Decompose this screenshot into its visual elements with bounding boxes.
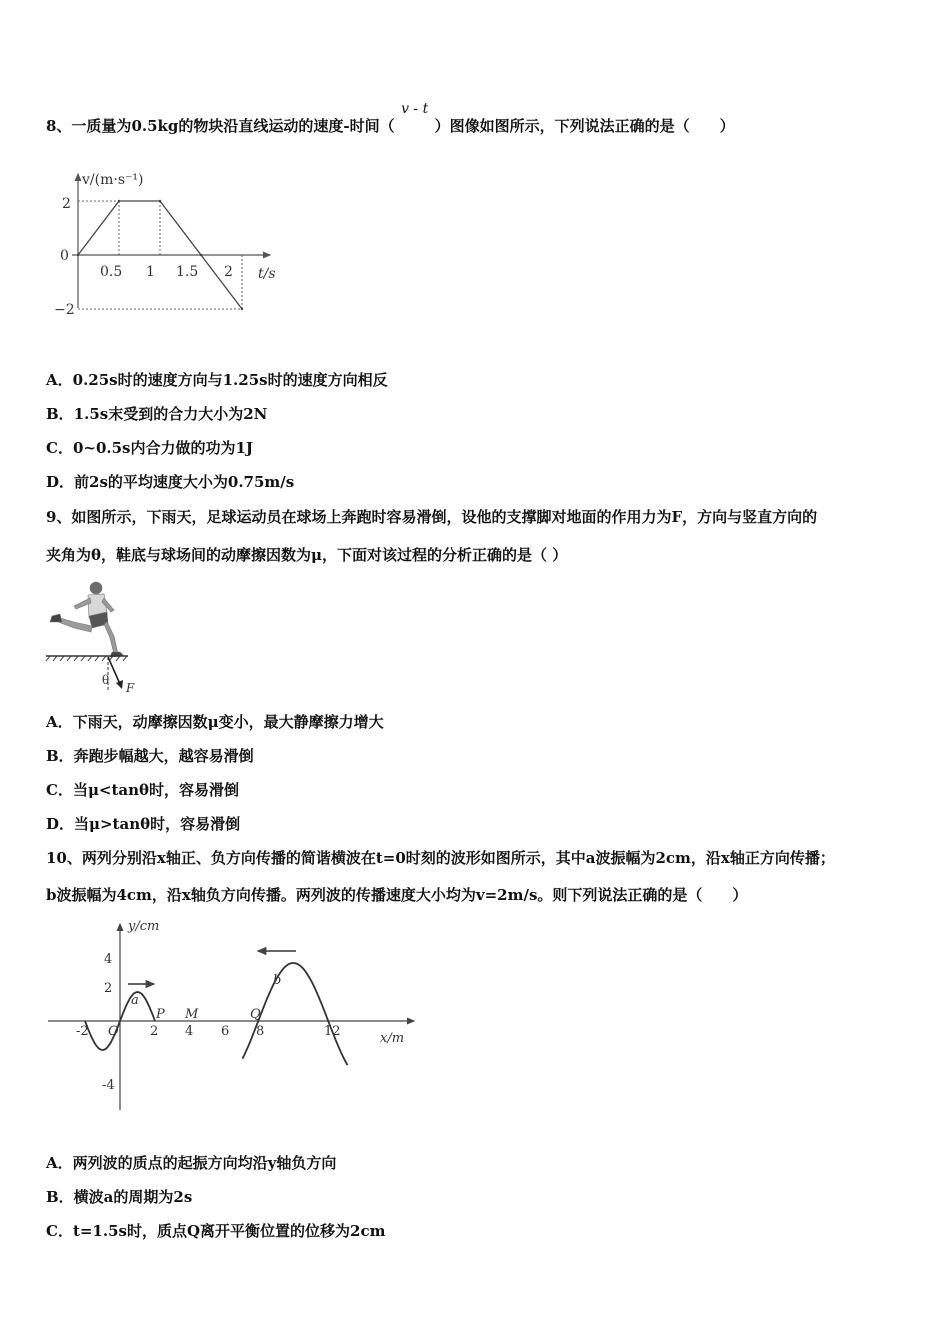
q9-stem-line2: 夹角为θ，鞋底与球场间的动摩擦因数为μ，下面对该过程的分析正确的是（ ） (46, 546, 568, 564)
q10-xtick-6: 6 (221, 1024, 230, 1039)
q10-stem-line2: b波振幅为4cm，沿x轴负方向传播。两列波的传播速度大小均为v=2m/s。则下列说法正确的是（ ） (46, 886, 748, 904)
wave-a-label: a (131, 993, 139, 1008)
q9-stem-line1: 9、如图所示，下雨天，足球运动员在球场上奔跑时容易滑倒，设他的支撑脚对地面的作用力为F，方向与竖直方向的 (46, 508, 818, 526)
q10-xtick-2: 2 (150, 1024, 159, 1039)
q10-wave-graph (44, 918, 424, 1122)
q8-option-d: D．前2s的平均速度大小为0.75m/s (46, 473, 295, 491)
q8-stem-vt: v - t (401, 101, 429, 117)
point-q-label: Q (250, 1007, 261, 1022)
point-p-label: P (156, 1007, 165, 1022)
q8-xtick-2: 2 (224, 264, 233, 280)
q10-xlabel: x/m (380, 1031, 405, 1046)
q10-xtick-12: 12 (324, 1024, 341, 1039)
q9-option-b: B．奔跑步幅越大，越容易滑倒 (46, 747, 254, 765)
q8-ytick-2: 2 (62, 196, 71, 212)
q9-option-c: C．当μ<tanθ时，容易滑倒 (46, 781, 240, 799)
q9-runner-figure (44, 580, 144, 699)
theta-label: θ (102, 673, 110, 687)
q10-xtick-4: 4 (185, 1024, 194, 1039)
q10-ytick-4: 4 (104, 952, 113, 967)
q8-point-4 (241, 308, 243, 310)
q8-option-c: C．0~0.5s内合力做的功为1J (46, 439, 254, 457)
q10-wave-graph-svg (44, 918, 424, 1118)
q10-option-c: C．t=1.5s时，质点Q离开平衡位置的位移为2cm (46, 1222, 386, 1240)
q9-option-d: D．当μ>tanθ时，容易滑倒 (46, 815, 241, 833)
q10-option-b: B．横波a的周期为2s (46, 1188, 193, 1206)
q10-ytick-neg4: -4 (102, 1078, 115, 1093)
q10-xtick-8: 8 (256, 1024, 265, 1039)
q8-xlabel: t/s (258, 266, 276, 282)
q8-xtick-1.5: 1.5 (176, 264, 199, 280)
wave-b-label: b (273, 973, 282, 988)
q10-ylabel: y/cm (128, 919, 160, 934)
q8-vt-graph (48, 168, 288, 332)
q8-option-b: B．1.5s末受到的合力大小为2N (46, 405, 268, 423)
q8-vt-graph-svg (48, 168, 288, 328)
q10-origin: O (108, 1024, 119, 1039)
q9-runner-svg (44, 580, 144, 695)
q8-stem-post: ）图像如图所示，下列说法正确的是（ ） (434, 117, 735, 135)
q8-stem-pre: 8、一质量为0.5kg的物块沿直线运动的速度-时间（ (46, 117, 395, 135)
q8-ytick-neg2: −2 (54, 302, 75, 318)
force-arrow (108, 657, 120, 684)
q10-xtick-neg2: -2 (76, 1024, 89, 1039)
force-label: F (126, 681, 135, 695)
q10-ytick-2: 2 (104, 981, 113, 996)
q8-point-3 (200, 254, 202, 256)
q8-point-2 (159, 200, 161, 202)
point-m-label: M (185, 1007, 199, 1022)
runner-illustration (50, 582, 124, 657)
q10-stem-line1: 10、两列分别沿x轴正、负方向传播的简谐横波在t=0时刻的波形如图所示，其中a波振幅为2cm，沿x轴正方向传播； (46, 849, 835, 867)
q8-point-0 (77, 254, 79, 256)
q10-option-a: A．两列波的质点的起振方向均沿y轴负方向 (46, 1154, 337, 1172)
q8-ylabel: v/(m·s⁻¹) (82, 172, 144, 188)
q8-option-a: A．0.25s时的速度方向与1.25s时的速度方向相反 (46, 371, 388, 389)
q8-xtick-1: 1 (146, 264, 155, 280)
q8-origin: 0 (60, 248, 69, 264)
q8-xtick-0.5: 0.5 (100, 264, 123, 280)
q8-stem (46, 101, 735, 137)
q8-point-1 (118, 200, 120, 202)
q9-option-a: A．下雨天，动摩擦因数μ变小，最大静摩擦力增大 (46, 713, 384, 731)
